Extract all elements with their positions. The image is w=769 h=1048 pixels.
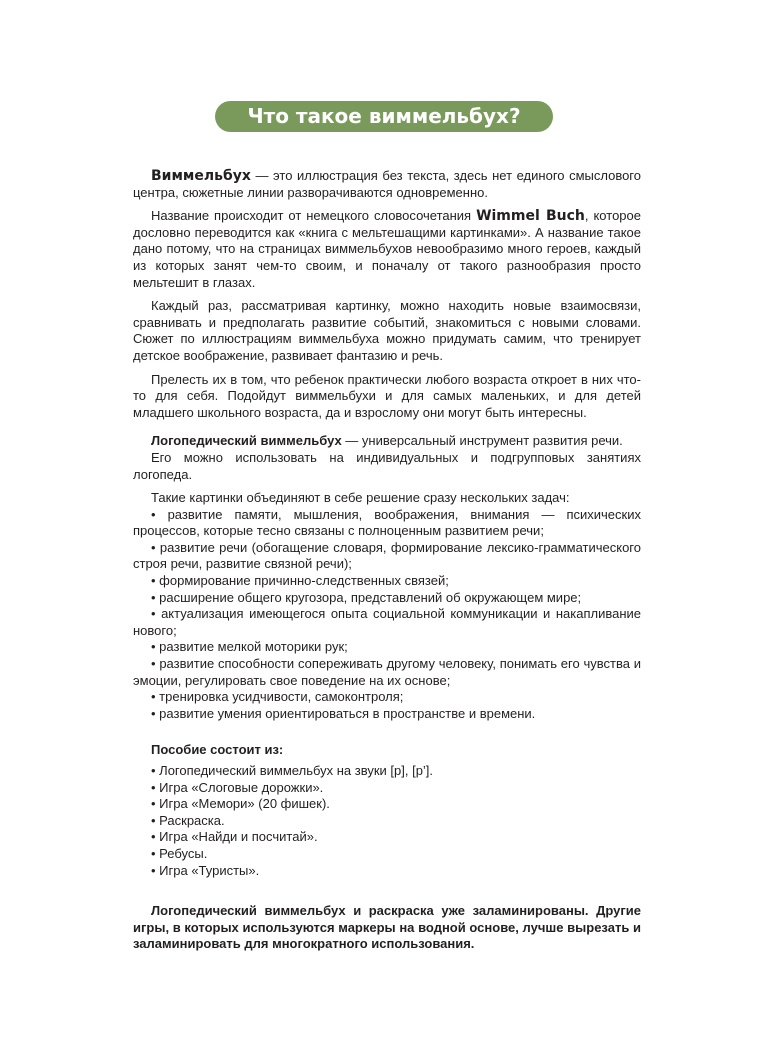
- list-item: • развитие речи (обогащение словаря, формирование лексико-грамматического строя речи, развитие связной речи);: [133, 539, 641, 572]
- list-item: • развитие умения ориентироваться в пространстве и времени.: [151, 705, 536, 721]
- closing-note: Логопедический виммельбух и раскраска уже заламинированы. Другие игры, в которых используются маркеры на водной основе, лучше вырезать и заламинировать для многократного использования.: [133, 903, 641, 952]
- origin-text-before: Название происходит от немецкого словосочетания: [151, 208, 477, 224]
- list-item: • Игра «Слоговые дорожки».: [151, 779, 324, 795]
- kit-heading: Пособие состоит из:: [151, 742, 284, 758]
- list-item: • формирование причинно-следственных связей;: [151, 573, 449, 589]
- list-item: • Логопедический виммельбух на звуки [р], [р’].: [151, 763, 434, 778]
- usage-paragraph: Его можно использовать на индивидуальных и подгрупповых занятиях логопеда.: [133, 449, 641, 482]
- speech-paragraph: [133, 433, 641, 450]
- list-item: • расширение общего кругозора, представлений об окружающем мире;: [151, 589, 582, 605]
- intro-paragraph: [133, 168, 641, 201]
- list-item: • Раскраска.: [151, 812, 225, 828]
- charm-paragraph: Прелесть их в том, что ребенок практически любого возраста откроет в них что-то для себя. Подойдут виммельбухи и для самых маленьких, и для детей младшего школьного возраста, да и взрослому они могут быть интересны.: [133, 371, 641, 420]
- origin-term: Wimmel Buch: [476, 208, 585, 225]
- tasks-list: [133, 507, 641, 723]
- list-item: • Игра «Туристы».: [151, 862, 260, 878]
- list-item: • актуализация имеющегося опыта социальной коммуникации и накапливание нового;: [133, 606, 641, 638]
- article-body: [133, 168, 641, 953]
- speech-text: — универсальный инструмент развития речи.: [341, 433, 623, 449]
- intro-text: — это иллюстрация без текста, здесь нет единого смыслового центра, сюжетные линии разворачиваются одновременно.: [133, 168, 641, 200]
- origin-paragraph: [133, 208, 641, 291]
- kit-list: [133, 763, 641, 879]
- page-title: Что такое виммельбух?: [215, 101, 553, 132]
- list-item: • Ребусы.: [151, 845, 208, 861]
- list-item: • тренировка усидчивости, самоконтроля;: [151, 689, 404, 705]
- list-item: • развитие мелкой моторики рук;: [151, 639, 348, 655]
- list-item: • развитие памяти, мышления, воображения, внимания — психических процессов, которые тесно связаны с полноценным развитием речи;: [133, 506, 641, 539]
- list-item: • развитие способности сопереживать другому человеку, понимать его чувства и эмоции, регулировать свое поведение на их основе;: [133, 656, 641, 688]
- list-item: • Игра «Найди и посчитай».: [151, 829, 318, 845]
- list-item: • Игра «Мемори» (20 фишек).: [151, 796, 330, 812]
- origin-text-after: , которое дословно переводится как «книга с мельтешащими картинками». А название такое дано потому, что на страницах виммельбухов невообразимо много героев, каждый из которых занят чем-то своим, и поначалу от такого разнообразия просто мельтешит в глазах.: [133, 208, 641, 290]
- each-time-paragraph: Каждый раз, рассматривая картинку, можно находить новые взаимосвязи, сравнивать и предполагать развитие событий, знакомиться с новыми словами. Сюжет по иллюстрациям виммельбуха можно придумать самим, что тренирует детское воображение, развивает фантазию и речь.: [133, 298, 641, 363]
- tasks-intro: Такие картинки объединяют в себе решение сразу нескольких задач:: [151, 490, 570, 506]
- speech-term: Логопедический виммельбух: [151, 433, 342, 449]
- intro-term: Виммельбух: [151, 168, 251, 184]
